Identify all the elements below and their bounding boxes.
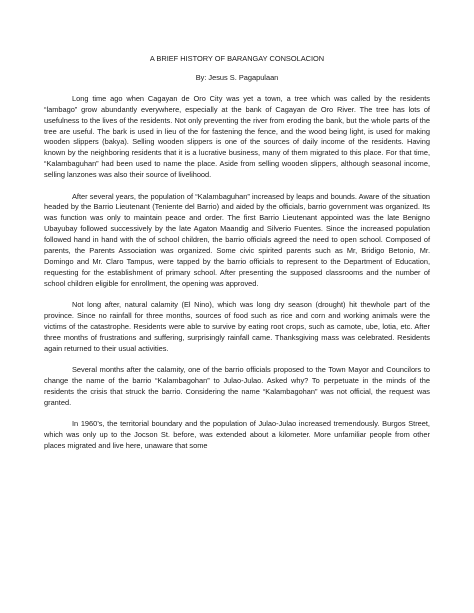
document-author: By: Jesus S. Pagapulaan (195, 72, 279, 82)
document-title: A BRIEF HISTORY OF BARANGAY CONSOLACION (149, 54, 325, 63)
paragraph-2: After several years, the population of “Kalambaguhan” increased by leaps and bounds. Aware of the situation headed by the Barrio Lieutenant (Teniente del Barrio) and aided by the officials, barrio government was organized. Its was function was only to maintain peace and order. The first Barrio Lieutenant appointed was the late Benigno Ubayubay followed successively by the late Agaton Maandig and Silverio Fuentes. Since the increased population followed hand in hand with the of school children, the barrio officials agreed the need to open school. Composed of parents, the Parents Association was organized. Some civic spirited parents such as Mr, Bridigo Betonio, Mr. Domingo and Mr. Claro Tampus, were tapped by the barrio officials to represent to the Department of Education, requesting for the establishment of primary school. After presenting the supposed classrooms and the number of school children eligible for enrollment, the opening was approved. (44, 191, 430, 288)
paragraph-1: Long time ago when Cagayan de Oro City was yet a town, a tree which was called by the residents “lambago” grow abundantly everywhere, especially at the bank of Cagayan de Oro River. The tree has lots of usefulness to the lives of the residents. Not only preventing the river from eroding the bank, but the whole parts of the tree are useful. The bark is used in lieu of the for fastening the fence, and the wood being light, is used for making wooden slippers (bakya). Selling wooden slippers is one of the sources of daily income of the residents. Having known by the neighboring residents that it is a lucrative business, many of them migrated to this place. For that time, “Kalambaguhan” had been used to name the place. Aside from selling wooden slippers, although seasonal income, selling lanzones was also their source of livelihood. (44, 93, 430, 180)
paragraph-3: Not long after, natural calamity (El Nino), which was long dry season (drought) hit thewhole part of the province. Since no rainfall for three months, sources of food such as rice and corn and working animals were the victims of the catastrophe. Residents were able to survive by eating root crops, such as camote, ube, lotia, etc. After three months of frustrations and suffering, surprisingly rainfall came. Thanksgiving mass was celebrated. Residents again returned to their usual activities. (44, 300, 430, 353)
paragraph-4: Several months after the calamity, one of the barrio officials proposed to the Town Mayor and Councilors to change the name of the barrio “Kalambagohan” to Julao-Julao. Asked why? To perpetuate in the minds of the residents the crisis that struck the barrio. Considering the name “Kalambagohan” was not official, the request was granted. (44, 365, 430, 407)
paragraph-5: In 1960’s, the territorial boundary and the population of Julao-Julao increased tremendously. Burgos Street, which was only up to the Jocson St. before, was extended about a kilometer. More unfamiliar people from other places migrated and live here, unaware that some (44, 419, 430, 451)
